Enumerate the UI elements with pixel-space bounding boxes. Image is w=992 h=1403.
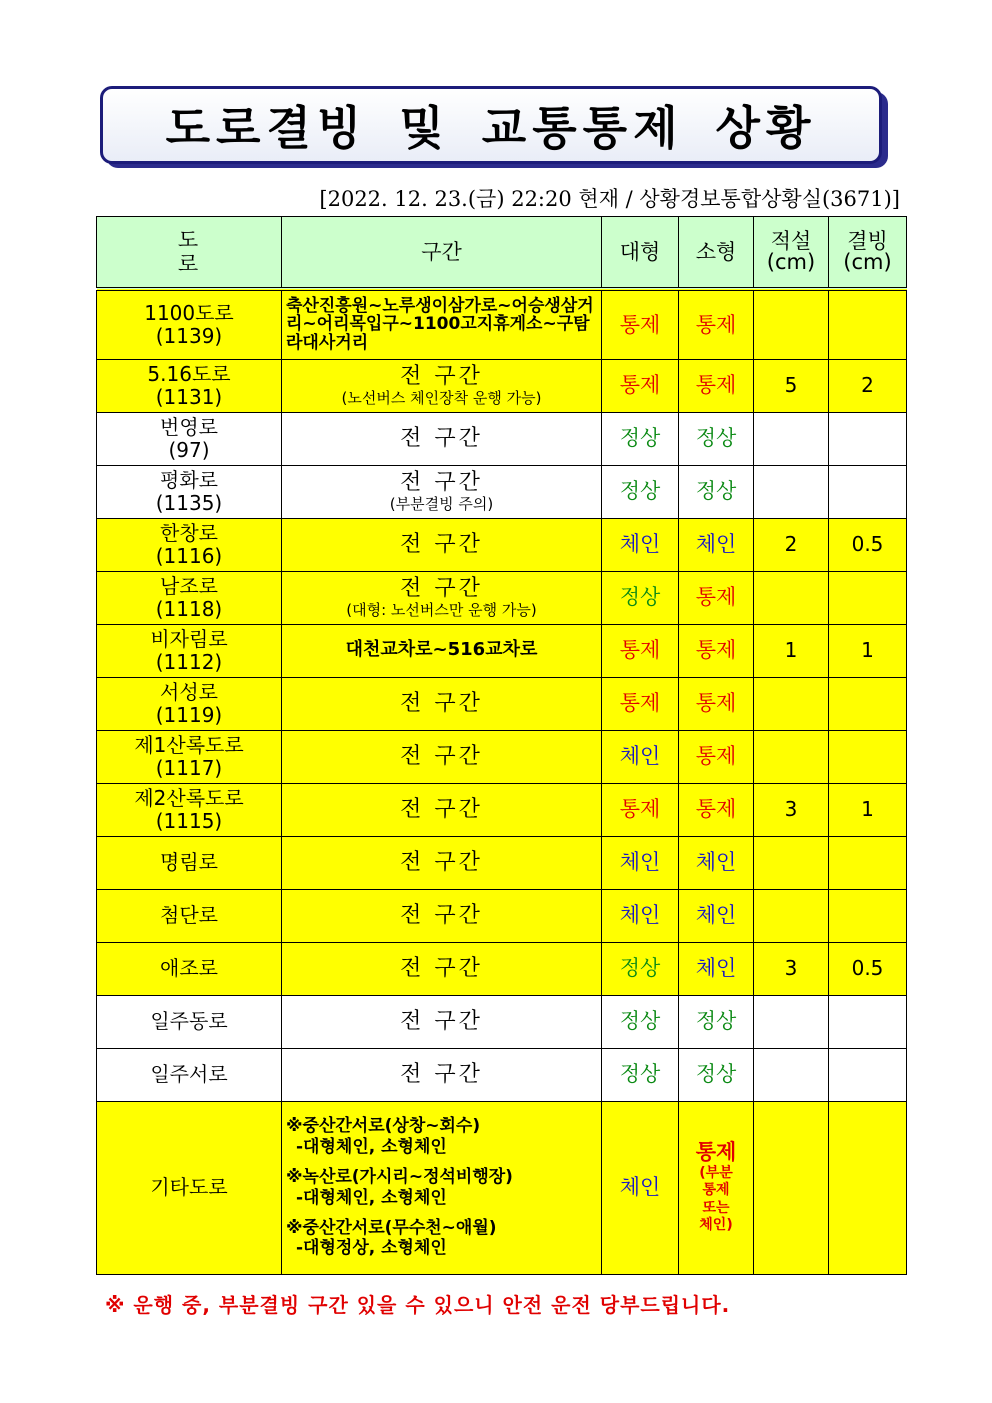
large-status-cell: 정상 bbox=[602, 412, 679, 465]
snow-depth-cell bbox=[754, 1048, 829, 1101]
section-cell bbox=[282, 730, 602, 783]
ice-depth-cell bbox=[829, 465, 907, 518]
section-cell bbox=[282, 1048, 602, 1101]
etc-road-detail: -대형체인, 소형체인 bbox=[296, 1136, 447, 1157]
section-note: (대형: 노선버스만 운행 가능) bbox=[346, 600, 537, 619]
large-status-cell: 체인 bbox=[602, 1101, 679, 1274]
ice-depth-cell: 0.5 bbox=[829, 942, 907, 995]
road-name: 남조로 bbox=[160, 573, 218, 598]
section-cell bbox=[282, 677, 602, 730]
road-name: 일주서로 bbox=[150, 1062, 228, 1086]
road-name-cell bbox=[97, 942, 282, 995]
large-status-cell: 정상 bbox=[602, 571, 679, 624]
road-name-cell bbox=[97, 571, 282, 624]
road-status-table bbox=[96, 216, 907, 1275]
snow-depth-cell: 5 bbox=[754, 359, 829, 412]
section-cell bbox=[282, 359, 602, 412]
header-snow-unit: (cm) bbox=[766, 250, 816, 274]
small-status-note: 또는 bbox=[702, 1199, 730, 1216]
road-name: 제2산록도로 bbox=[134, 785, 244, 810]
large-status-cell: 체인 bbox=[602, 730, 679, 783]
snow-depth-cell bbox=[754, 677, 829, 730]
small-status-cell: 통제 bbox=[679, 677, 754, 730]
title-box bbox=[100, 86, 882, 164]
table-row-etc bbox=[97, 1101, 907, 1274]
table-row bbox=[97, 465, 907, 518]
small-status-cell: 정상 bbox=[679, 412, 754, 465]
road-name-cell bbox=[97, 889, 282, 942]
ice-depth-cell bbox=[829, 995, 907, 1048]
small-status-cell: 체인 bbox=[679, 836, 754, 889]
header-snow-label: 적설 bbox=[770, 229, 812, 253]
large-status-cell: 체인 bbox=[602, 518, 679, 571]
section-main: 전 구간 bbox=[400, 690, 483, 716]
section-main: 전 구간 bbox=[400, 902, 483, 928]
section-note: (노선버스 체인장착 운행 가능) bbox=[341, 388, 542, 407]
table-header-row bbox=[97, 217, 907, 290]
road-name-cell bbox=[97, 359, 282, 412]
road-code: (1139) bbox=[155, 323, 223, 348]
large-status-cell: 통제 bbox=[602, 359, 679, 412]
small-status-cell: 통제 bbox=[679, 289, 754, 359]
snow-depth-cell: 3 bbox=[754, 942, 829, 995]
road-code: (1112) bbox=[155, 649, 223, 674]
etc-road-detail: -대형체인, 소형체인 bbox=[296, 1187, 447, 1208]
road-name-cell bbox=[97, 836, 282, 889]
section-main: 전 구간 bbox=[400, 531, 483, 557]
ice-depth-cell bbox=[829, 412, 907, 465]
etc-section-cell bbox=[282, 1101, 602, 1274]
snow-depth-cell bbox=[754, 571, 829, 624]
section-main: 전 구간 bbox=[400, 364, 483, 390]
small-status-cell: 통제 bbox=[679, 571, 754, 624]
snow-depth-cell bbox=[754, 995, 829, 1048]
road-name-cell bbox=[97, 624, 282, 677]
small-status-cell: 체인 bbox=[679, 889, 754, 942]
section-cell bbox=[282, 412, 602, 465]
snow-depth-cell: 1 bbox=[754, 624, 829, 677]
small-status-cell: 체인 bbox=[679, 942, 754, 995]
snow-depth-cell bbox=[754, 730, 829, 783]
ice-depth-cell: 1 bbox=[829, 783, 907, 836]
small-status-cell: 정상 bbox=[679, 1048, 754, 1101]
header-road: 도 로 bbox=[97, 217, 282, 290]
header-ice-unit: (cm) bbox=[843, 250, 892, 274]
snow-depth-cell: 2 bbox=[754, 518, 829, 571]
section-note: (부분결빙 주의) bbox=[389, 494, 494, 513]
road-name: 비자림로 bbox=[150, 626, 228, 651]
road-name: 5.16도로 bbox=[147, 361, 231, 386]
road-name-cell bbox=[97, 412, 282, 465]
ice-depth-cell bbox=[829, 889, 907, 942]
table-row bbox=[97, 730, 907, 783]
snow-depth-cell: 3 bbox=[754, 783, 829, 836]
section-cell bbox=[282, 836, 602, 889]
section-main: 전 구간 bbox=[400, 1008, 483, 1034]
road-name: 일주동로 bbox=[150, 1009, 228, 1033]
road-name: 명림로 bbox=[160, 850, 218, 874]
road-name: 애조로 bbox=[160, 956, 218, 980]
table-row bbox=[97, 289, 907, 359]
ice-depth-cell bbox=[829, 571, 907, 624]
snow-depth-cell bbox=[754, 289, 829, 359]
section-main: 전 구간 bbox=[400, 849, 483, 875]
road-name-cell bbox=[97, 677, 282, 730]
section-cell bbox=[282, 571, 602, 624]
header-large: 대형 bbox=[602, 217, 679, 290]
section-cell bbox=[282, 783, 602, 836]
header-snow bbox=[754, 217, 829, 290]
large-status-cell: 정상 bbox=[602, 995, 679, 1048]
table-row bbox=[97, 942, 907, 995]
road-name-cell bbox=[97, 465, 282, 518]
road-name: 한창로 bbox=[160, 520, 218, 545]
small-status-cell: 체인 bbox=[679, 518, 754, 571]
safety-notice: ※ 운행 중, 부분결빙 구간 있을 수 있으니 안전 운전 당부드립니다. bbox=[105, 1293, 731, 1317]
ice-depth-cell: 2 bbox=[829, 359, 907, 412]
large-status-cell: 통제 bbox=[602, 677, 679, 730]
ice-depth-cell bbox=[829, 730, 907, 783]
road-name: 서성로 bbox=[160, 679, 218, 704]
road-name: 번영로 bbox=[160, 414, 218, 439]
small-status-cell: 통제 bbox=[679, 359, 754, 412]
etc-road-line: ※중산간서로(무수천~애월) bbox=[286, 1217, 497, 1238]
section-main: 전 구간 bbox=[400, 425, 483, 451]
large-status-cell: 통제 bbox=[602, 624, 679, 677]
road-name: 평화로 bbox=[160, 467, 218, 492]
road-name: 첨단로 bbox=[160, 903, 218, 927]
table-row bbox=[97, 412, 907, 465]
table-row bbox=[97, 518, 907, 571]
header-ice bbox=[829, 217, 907, 290]
table-row bbox=[97, 677, 907, 730]
etc-road-line: ※녹산로(가시리~정석비행장) bbox=[286, 1167, 513, 1188]
small-status: 통제 bbox=[695, 1140, 737, 1165]
small-status-note: 체인) bbox=[699, 1217, 733, 1234]
table-row bbox=[97, 359, 907, 412]
ice-depth-cell: 0.5 bbox=[829, 518, 907, 571]
road-name-cell bbox=[97, 783, 282, 836]
road-code: (1117) bbox=[155, 755, 223, 780]
large-status-cell: 정상 bbox=[602, 942, 679, 995]
section-cell bbox=[282, 465, 602, 518]
header-ice-label: 결빙 bbox=[847, 229, 888, 253]
header-small: 소형 bbox=[679, 217, 754, 290]
title-banner bbox=[100, 86, 886, 166]
ice-depth-cell bbox=[829, 836, 907, 889]
ice-depth-cell: 1 bbox=[829, 624, 907, 677]
section-main: 전 구간 bbox=[400, 470, 483, 496]
road-name-cell: 기타도로 bbox=[97, 1101, 282, 1274]
section-main: 전 구간 bbox=[400, 955, 483, 981]
section-main: 전 구간 bbox=[400, 743, 483, 769]
table-row bbox=[97, 889, 907, 942]
section-main: 전 구간 bbox=[400, 1061, 483, 1087]
road-name-cell bbox=[97, 730, 282, 783]
small-status-cell: 정상 bbox=[679, 995, 754, 1048]
small-status-cell bbox=[679, 1101, 754, 1274]
large-status-cell: 정상 bbox=[602, 465, 679, 518]
etc-road-line: ※중산간서로(상창~회수) bbox=[286, 1116, 481, 1137]
large-status-cell: 통제 bbox=[602, 289, 679, 359]
ice-depth-cell bbox=[829, 677, 907, 730]
table-row bbox=[97, 783, 907, 836]
section-main: 전 구간 bbox=[400, 796, 483, 822]
snow-depth-cell bbox=[754, 412, 829, 465]
report-timestamp: [2022. 12. 23.(금) 22:20 현재 / 상황경보통합상황실(3671)] bbox=[319, 187, 900, 211]
ice-depth-cell bbox=[829, 1101, 907, 1274]
road-name: 제1산록도로 bbox=[134, 732, 244, 757]
header-section: 구간 bbox=[282, 217, 602, 290]
etc-road-detail: -대형정상, 소형체인 bbox=[296, 1238, 447, 1259]
section-cell: 축산진흥원~노루생이삼가로~어승생삼거리~어리목입구~1100고지휴게소~구탐라대사거리 bbox=[282, 289, 602, 359]
table-row bbox=[97, 571, 907, 624]
ice-depth-cell bbox=[829, 1048, 907, 1101]
small-status-cell: 통제 bbox=[679, 730, 754, 783]
snow-depth-cell bbox=[754, 465, 829, 518]
table-row bbox=[97, 1048, 907, 1101]
table-row bbox=[97, 624, 907, 677]
road-code: (1119) bbox=[155, 702, 223, 727]
page-title: 도로결빙 및 교통통제 상황 bbox=[165, 101, 817, 155]
table-row bbox=[97, 836, 907, 889]
small-status-note: 통제 bbox=[702, 1182, 730, 1199]
section-cell bbox=[282, 518, 602, 571]
snow-depth-cell bbox=[754, 836, 829, 889]
road-name: 1100도로 bbox=[144, 300, 234, 325]
road-code: (1131) bbox=[155, 384, 223, 409]
small-status-cell: 정상 bbox=[679, 465, 754, 518]
section-main: 전 구간 bbox=[400, 576, 483, 602]
large-status-cell: 체인 bbox=[602, 889, 679, 942]
road-name-cell bbox=[97, 995, 282, 1048]
snow-depth-cell bbox=[754, 1101, 829, 1274]
table-row bbox=[97, 995, 907, 1048]
road-name-cell bbox=[97, 1048, 282, 1101]
snow-depth-cell bbox=[754, 889, 829, 942]
section-cell bbox=[282, 995, 602, 1048]
road-code: (1116) bbox=[155, 543, 223, 568]
large-status-cell: 정상 bbox=[602, 1048, 679, 1101]
section-cell: 대천교차로~516교차로 bbox=[282, 624, 602, 677]
small-status-cell: 통제 bbox=[679, 783, 754, 836]
ice-depth-cell bbox=[829, 289, 907, 359]
small-status-note: (부분 bbox=[699, 1164, 733, 1181]
small-status-cell: 통제 bbox=[679, 624, 754, 677]
road-code: (1115) bbox=[155, 808, 223, 833]
large-status-cell: 체인 bbox=[602, 836, 679, 889]
large-status-cell: 통제 bbox=[602, 783, 679, 836]
road-code: (1135) bbox=[155, 490, 223, 515]
road-code: (97) bbox=[168, 437, 210, 462]
road-name-cell bbox=[97, 289, 282, 359]
section-cell bbox=[282, 889, 602, 942]
section-cell bbox=[282, 942, 602, 995]
road-name-cell bbox=[97, 518, 282, 571]
table-body bbox=[97, 289, 907, 1274]
road-code: (1118) bbox=[155, 596, 223, 621]
